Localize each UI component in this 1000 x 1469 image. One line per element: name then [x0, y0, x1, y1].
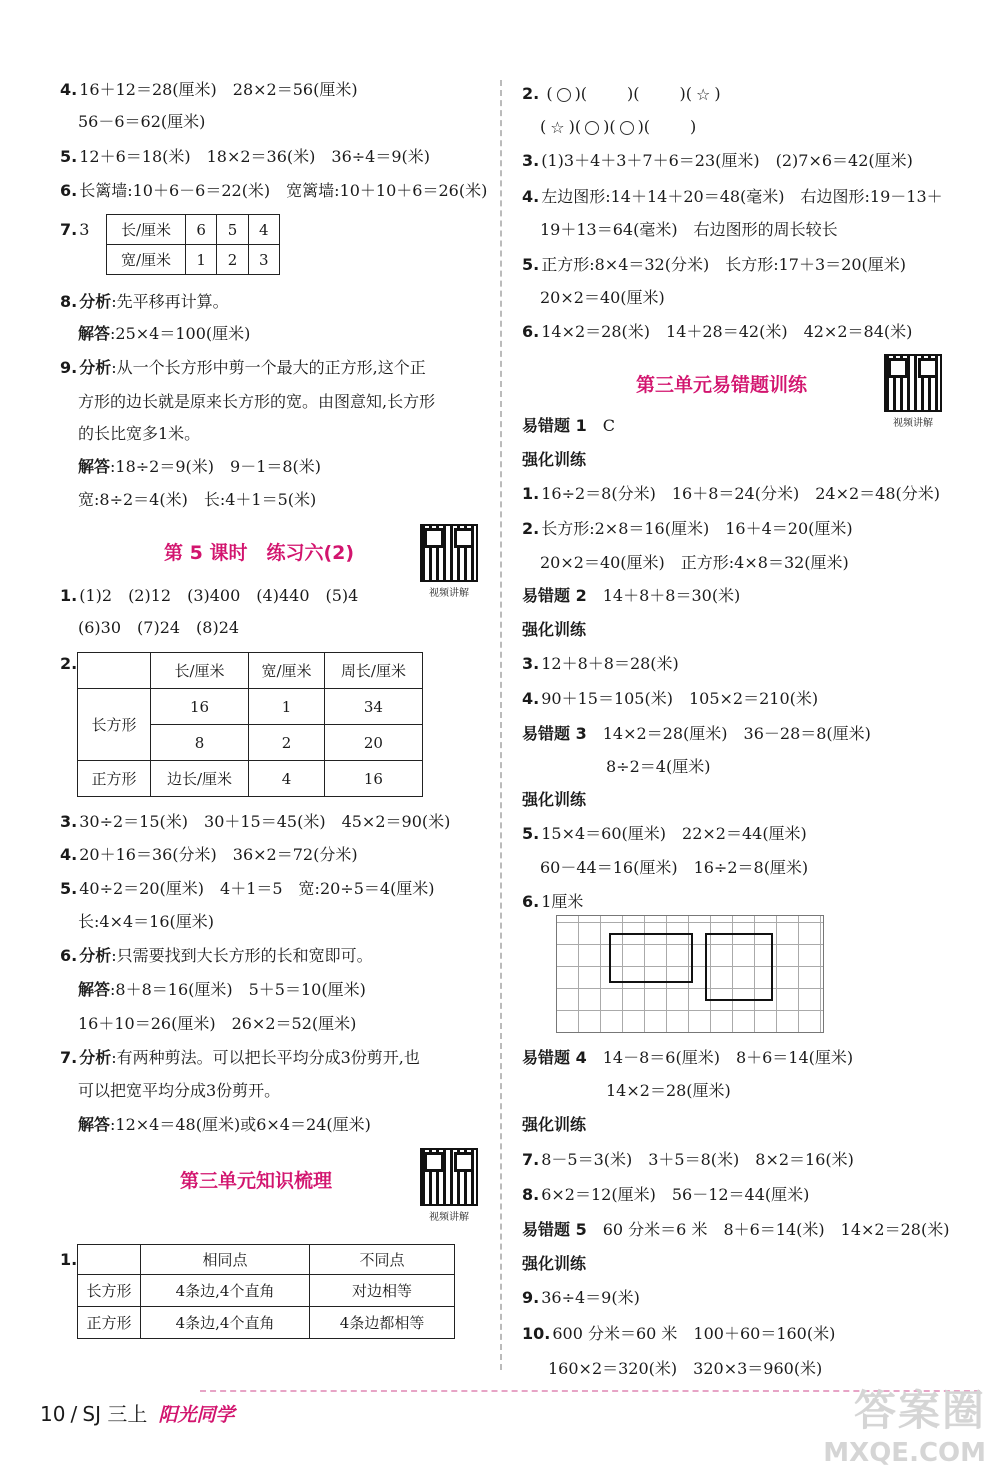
- table-cell: 宽/厘米: [107, 245, 186, 275]
- answer-line: 2. ( )( )( )( ☆ ): [522, 82, 721, 106]
- answer-line: 方形的边长就是原来长方形的宽。由图意知,长方形: [78, 392, 436, 411]
- answer-line: 4. 左边图形:14＋14＋20＝48(毫米) 右边图形:19－13＋: [522, 187, 943, 206]
- answer-line: 强化训练: [522, 1254, 587, 1273]
- qr-caption: 视频讲解: [429, 1212, 469, 1223]
- answer-line: 4. 20＋16＝36(分米) 36×2＝72(分米): [60, 845, 358, 864]
- table-header: 长/厘米: [151, 653, 249, 689]
- table-cell: 边长/厘米: [151, 761, 249, 797]
- table-cell: 4: [249, 761, 325, 797]
- qr-code[interactable]: [884, 354, 942, 429]
- answer-line: 8. 6×2＝12(厘米) 56－12＝44(厘米): [522, 1185, 810, 1204]
- table-cell: 长方形: [78, 689, 151, 761]
- answer-line: 16＋10＝26(厘米) 26×2＝52(厘米): [78, 1014, 357, 1033]
- watermark-url: MXQE.COM: [823, 1438, 986, 1468]
- square-shape: [705, 933, 773, 1001]
- table-cell: 4条边都相等: [310, 1307, 455, 1339]
- table-cell: 2: [217, 245, 248, 275]
- table-cell: 1: [186, 245, 217, 275]
- answer-line: 易错题 4 14－8＝6(厘米) 8＋6＝14(厘米): [522, 1048, 854, 1067]
- table-cell: 3: [248, 245, 279, 275]
- answer-line: ( ☆ )( )( )( ): [540, 115, 696, 139]
- table-cell: 对边相等: [310, 1275, 455, 1307]
- table-cell: 正方形: [78, 761, 151, 797]
- answer-line: 宽:8÷2＝4(米) 长:4＋1＝5(米): [78, 490, 317, 509]
- answer-line: 20×2＝40(厘米) 正方形:4×8＝32(厘米): [540, 553, 849, 572]
- answer-line: 6. 1厘米: [522, 892, 584, 911]
- table-header: 宽/厘米: [249, 653, 325, 689]
- answer-line: 10. 600 分米＝60 米 100＋60＝160(米): [522, 1324, 836, 1343]
- answer-line: 56－6＝62(厘米): [78, 112, 206, 131]
- answer-line: 9. 36÷4＝9(米): [522, 1288, 640, 1307]
- answer-line: 5. 15×4＝60(厘米) 22×2＝44(厘米): [522, 824, 807, 843]
- table-cell: 5: [217, 215, 248, 245]
- table-7: [106, 214, 280, 275]
- answer-line: 19＋13＝64(毫米) 右边图形的周长较长: [540, 220, 838, 239]
- footer-separator: /: [70, 1402, 78, 1426]
- circle-icon: [585, 121, 599, 135]
- page-footer: [40, 1398, 234, 1427]
- qr-code-icon: [420, 1148, 478, 1206]
- answer-line: 的长比宽多1米。: [78, 424, 201, 443]
- answer-line: 4. 16＋12＝28(厘米) 28×2＝56(厘米): [60, 80, 358, 99]
- answer-line: 易错题 1 C: [522, 416, 615, 435]
- answer-line: 强化训练: [522, 450, 587, 469]
- answer-line: 1.: [60, 1250, 78, 1269]
- table-cell: 长/厘米: [107, 215, 186, 245]
- answer-line: 160×2＝320(米) 320×3＝960(米): [548, 1359, 823, 1378]
- answer-line: 2. 长方形:2×8＝16(厘米) 16＋4＝20(厘米): [522, 519, 853, 538]
- watermark-text: 答案圈: [853, 1386, 986, 1435]
- qr-code-icon: [420, 524, 478, 582]
- answer-line: 3. (1)3＋4＋3＋7＋6＝23(厘米) (2)7×6＝42(厘米): [522, 151, 913, 170]
- table-summary: [77, 1244, 455, 1339]
- answer-line: 强化训练: [522, 1115, 587, 1134]
- qr-caption: 视频讲解: [429, 588, 469, 599]
- rectangle-shape: [609, 933, 693, 983]
- answer-line: 60－44＝16(厘米) 16÷2＝8(厘米): [540, 858, 809, 877]
- table-header: 周长/厘米: [324, 653, 422, 689]
- table-cell: 20: [324, 725, 422, 761]
- answer-line: 7. 分析:有两种剪法。可以把长平均分成3份剪开,也: [60, 1048, 420, 1067]
- answer-line: 4. 90＋15＝105(米) 105×2＝210(米): [522, 689, 819, 708]
- series-label: SJ 三上: [82, 1402, 148, 1426]
- qr-code[interactable]: [420, 524, 478, 599]
- table-cell: 4条边,4个直角: [141, 1275, 310, 1307]
- answer-line: 1. (1)2 (2)12 (3)400 (4)440 (5)4: [60, 586, 359, 605]
- table-cell: 2: [249, 725, 325, 761]
- answer-line: (6)30 (7)24 (8)24: [78, 618, 240, 637]
- answer-line: 易错题 3 14×2＝28(厘米) 36－28＝8(厘米): [522, 724, 871, 743]
- star-icon: ☆: [550, 117, 565, 137]
- answer-line: 20×2＝40(厘米): [540, 288, 665, 307]
- table-header: 相同点: [141, 1245, 310, 1275]
- answer-line: 8÷2＝4(厘米): [606, 757, 711, 776]
- answer-line: 可以把宽平均分成3份剪开。: [78, 1081, 281, 1100]
- answer-line: 3. 30÷2＝15(米) 30＋15＝45(米) 45×2＝90(米): [60, 812, 451, 831]
- table-cell: 正方形: [78, 1307, 141, 1339]
- answer-line: 9. 分析:从一个长方形中剪一个最大的正方形,这个正: [60, 358, 426, 377]
- answer-line: 强化训练: [522, 620, 587, 639]
- circle-icon: [620, 121, 634, 135]
- answer-line: 6. 分析:只需要找到大长方形的长和宽即可。: [60, 946, 373, 965]
- qr-caption: 视频讲解: [893, 418, 933, 429]
- answer-line: 6. 14×2＝28(米) 14＋28＝42(米) 42×2＝84(米): [522, 322, 913, 341]
- answer-line: 7. 8－5＝3(米) 3＋5＝8(米) 8×2＝16(米): [522, 1150, 854, 1169]
- qr-code-icon: [884, 354, 942, 412]
- answer-line: 解答:25×4＝100(厘米): [78, 324, 251, 343]
- table-cell: 6: [186, 215, 217, 245]
- answer-line: 6. 长篱墙:10＋6－6＝22(米) 宽篱墙:10＋10＋6＝26(米): [60, 181, 488, 200]
- answer-line: 解答:18÷2＝9(米) 9－1＝8(米): [78, 457, 322, 476]
- grid-figure: [556, 915, 824, 1033]
- circle-icon: [557, 88, 571, 102]
- table-cell: 34: [324, 689, 422, 725]
- table-cell: 4: [248, 215, 279, 245]
- table-cell: [78, 653, 151, 689]
- table-cell: [78, 1245, 141, 1275]
- qr-code[interactable]: [420, 1148, 478, 1223]
- column-divider: [500, 80, 502, 1370]
- table-cell: 8: [151, 725, 249, 761]
- table-cell: 4条边,4个直角: [141, 1307, 310, 1339]
- star-icon: ☆: [696, 84, 711, 104]
- table-2: [77, 652, 423, 797]
- table-cell: 16: [151, 689, 249, 725]
- page-number: 10: [40, 1402, 66, 1426]
- answer-line: 7. 3: [60, 220, 90, 239]
- answer-line: 解答:12×4＝48(厘米)或6×4＝24(厘米): [78, 1115, 371, 1134]
- answer-line: 易错题 2 14＋8＋8＝30(米): [522, 586, 741, 605]
- table-cell: 长方形: [78, 1275, 141, 1307]
- answer-line: 1. 16÷2＝8(分米) 16＋8＝24(分米) 24×2＝48(分米): [522, 484, 941, 503]
- answer-line: 3. 12＋8＋8＝28(米): [522, 654, 679, 673]
- answer-line: 易错题 5 60 分米＝6 米 8＋6＝14(米) 14×2＝28(米): [522, 1220, 950, 1239]
- answer-line: 8. 分析:先平移再计算。: [60, 292, 229, 311]
- watermark: [823, 1378, 986, 1468]
- brand-logo: 阳光同学: [158, 1404, 235, 1426]
- answer-line: 解答:8＋8＝16(厘米) 5＋5＝10(厘米): [78, 980, 366, 999]
- answer-line: 长:4×4＝16(厘米): [78, 912, 215, 931]
- table-cell: 16: [324, 761, 422, 797]
- answer-line: 14×2＝28(厘米): [606, 1081, 731, 1100]
- table-header: 不同点: [310, 1245, 455, 1275]
- section-title: 第三单元易错题训练: [636, 374, 808, 396]
- section-title: 第三单元知识梳理: [180, 1170, 333, 1192]
- answer-line: 2.: [60, 654, 78, 673]
- section-title: 第 5 课时 练习六(2): [164, 542, 355, 564]
- answer-line: 5. 12＋6＝18(米) 18×2＝36(米) 36÷4＝9(米): [60, 147, 431, 166]
- table-cell: 1: [249, 689, 325, 725]
- answer-line: 5. 40÷2＝20(厘米) 4＋1＝5 宽:20÷5＝4(厘米): [60, 879, 435, 898]
- answer-line: 强化训练: [522, 790, 587, 809]
- answer-line: 5. 正方形:8×4＝32(分米) 长方形:17＋3＝20(厘米): [522, 255, 906, 274]
